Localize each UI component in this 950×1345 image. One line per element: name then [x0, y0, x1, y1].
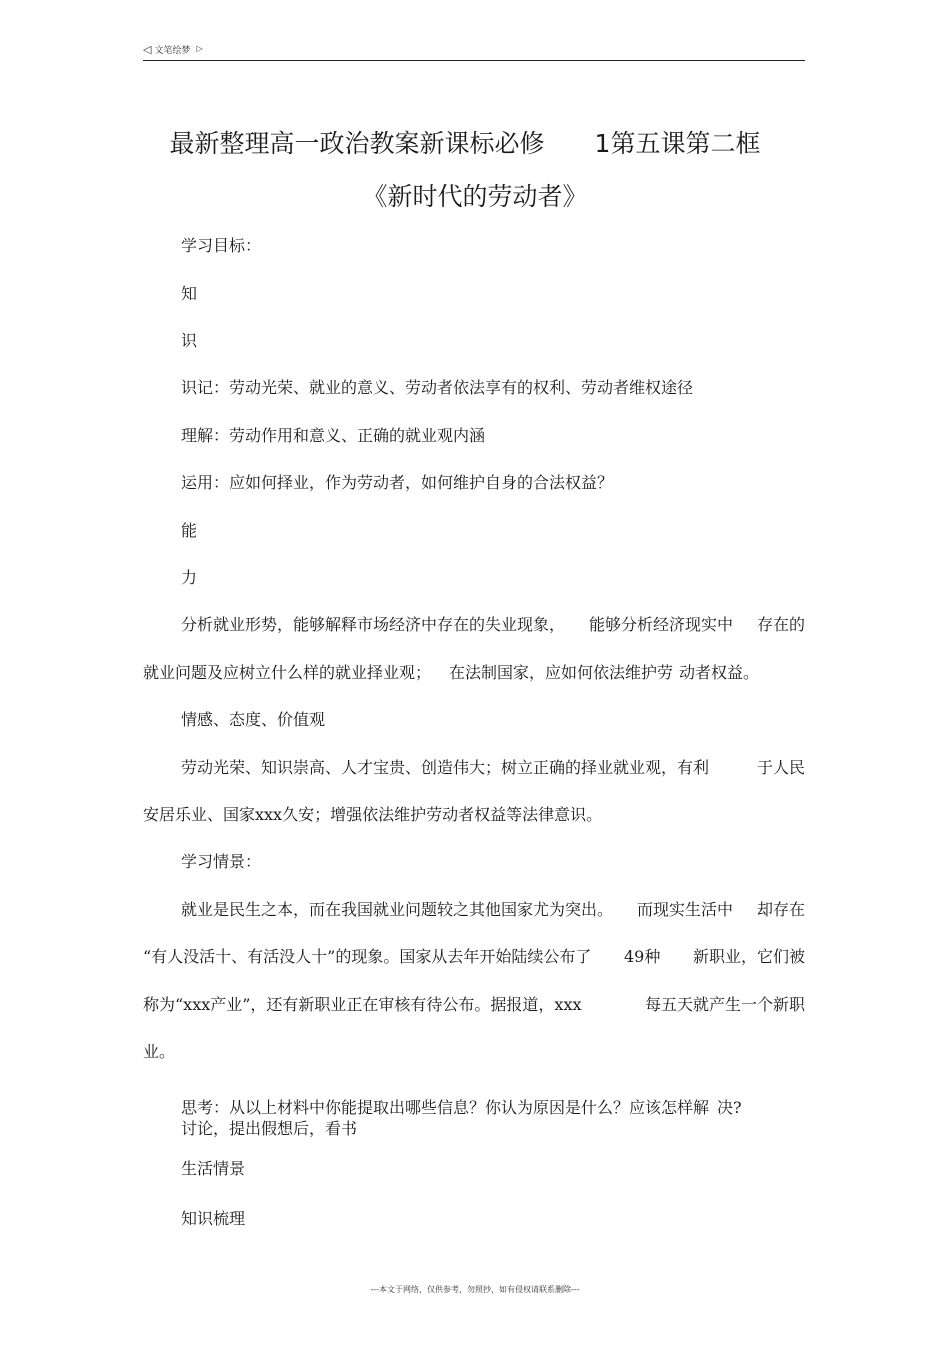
paragraph-ability-line-1: 分析就业形势，能够解释市场经济中存在的失业现象， 能够分析经济现实中 存在的	[181, 615, 805, 634]
heading-life-scenario: 生活情景	[181, 1159, 246, 1178]
paragraph-scenario-line-3: 称为“xxx产业”，还有新职业正在审核有待公布。据报道，xxx 每五天就产生一个新职	[143, 995, 805, 1014]
paragraph-scenario-line-4: 业。	[143, 1042, 176, 1061]
header-label: 文笔绘梦	[154, 45, 191, 56]
label-knowledge-2: 识	[181, 331, 198, 350]
triangle-right-icon: ▷	[196, 44, 203, 53]
document-title-line-1: 最新整理高一政治教案新课标必修 1第五课第二框	[169, 129, 761, 158]
label-ability-2: 力	[181, 568, 198, 587]
paragraph-think-line-1: 思考：从以上材料中你能提取出哪些信息？你认为原因是什么？应该怎样解 决?	[181, 1098, 742, 1117]
page-header	[143, 42, 203, 56]
heading-attitudes: 情感、态度、价值观	[181, 710, 326, 729]
paragraph-memorize: 识记：劳动光荣、就业的意义、劳动者依法享有的权利、劳动者维权途径	[181, 378, 694, 397]
paragraph-think-line-2: 讨论，提出假想后，看书	[181, 1119, 358, 1138]
paragraph-attitudes-line-1: 劳动光荣、知识崇高、人才宝贵、创造伟大；树立正确的择业就业观，有利 于人民	[181, 758, 805, 777]
paragraph-understand: 理解：劳动作用和意义、正确的就业观内涵	[181, 426, 486, 445]
document-title-line-2: 《新时代的劳动者》	[362, 182, 588, 211]
header-rule	[143, 60, 805, 61]
heading-learning-goals: 学习目标：	[181, 236, 262, 255]
heading-knowledge-review: 知识梳理	[181, 1209, 246, 1228]
page-footer: ---本文于网络，仅供参考，勿照抄，如有侵权请联系删除---	[370, 1285, 580, 1294]
paragraph-attitudes-line-2: 安居乐业、国家xxx久安；增强依法维护劳动者权益等法律意识。	[143, 805, 603, 824]
paragraph-ability-line-2: 就业问题及应树立什么样的就业择业观； 在法制国家，应如何依法维护劳 动者权益。	[143, 663, 760, 682]
paragraph-scenario-line-2: “有人没活十、有活没人十”的现象。国家从去年开始陆续公布了 49种 新职业，它们被	[143, 947, 805, 966]
heading-scenario: 学习情景：	[181, 852, 262, 871]
paragraph-scenario-line-1: 就业是民生之本，而在我国就业问题较之其他国家尤为突出。 而现实生活中 却存在	[181, 900, 805, 919]
triangle-left-icon: ◁	[143, 42, 152, 56]
label-knowledge-1: 知	[181, 284, 198, 303]
label-ability-1: 能	[181, 521, 198, 540]
paragraph-apply: 运用：应如何择业，作为劳动者，如何维护自身的合法权益？	[181, 473, 614, 492]
